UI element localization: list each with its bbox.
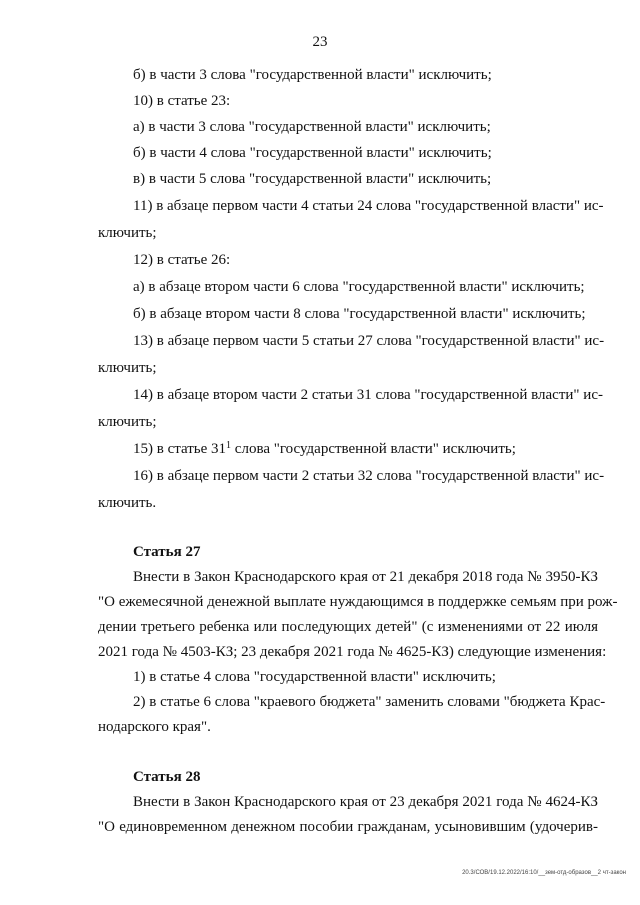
text-line: нодарского края". [98,719,211,735]
superscript: 1 [226,440,232,451]
page-number: 23 [312,34,328,50]
text-line: 2021 года № 4503-КЗ; 23 декабря 2021 года № 4625-КЗ) следующие изменения: [98,644,607,660]
text-line: "О единовременном денежном пособии гражданам, усыновившим (удочерив- [98,819,598,835]
text-line: 13) в абзаце первом части 5 статьи 27 слова "государственной власти" ис- [133,333,605,349]
text-line: в) в части 5 слова "государственной власти" исключить; [133,171,492,187]
text-line: 16) в абзаце первом части 2 статьи 32 слова "государственной власти" ис- [133,468,605,484]
document-footer: 20.3/СОВ/19.12.2022/16:10/__зем-отд-образов__2 чт-закон [462,870,626,876]
text-line [133,440,516,458]
text-line: б) в абзаце втором части 8 слова "государственной власти" исключить; [133,306,586,322]
text-line: 11) в абзаце первом части 4 статьи 24 слова "государственной власти" ис- [133,198,604,214]
text-line: ключить; [98,414,157,430]
article-27-heading: Статья 27 [133,544,201,560]
text-line: "О ежемесячной денежной выплате нуждающимся в поддержке семьям при рож- [98,594,618,610]
text-line: а) в части 3 слова "государственной власти" исключить; [133,119,491,135]
text-line: Внести в Закон Краснодарского края от 23 декабря 2021 года № 4624-КЗ [133,794,598,810]
text-fragment: слова "государственной власти" исключить; [231,441,516,457]
text-line: 12) в статье 26: [133,252,231,268]
text-line: б) в части 3 слова "государственной власти" исключить; [133,67,492,83]
text-line: ключить; [98,225,157,241]
text-fragment: 15) в статье 31 [133,441,227,457]
text-line: а) в абзаце втором части 6 слова "государственной власти" исключить; [133,279,585,295]
text-line: ключить; [98,360,157,376]
text-line: ключить. [98,495,157,511]
text-line: 1) в статье 4 слова "государственной власти" исключить; [133,669,496,685]
text-line: Внести в Закон Краснодарского края от 21 декабря 2018 года № 3950-КЗ [133,569,598,585]
text-line: 10) в статье 23: [133,93,231,109]
article-28-heading: Статья 28 [133,769,201,785]
text-line: 2) в статье 6 слова "краевого бюджета" заменить словами "бюджета Крас- [133,694,606,710]
text-line: б) в части 4 слова "государственной власти" исключить; [133,145,492,161]
text-line: 14) в абзаце втором части 2 статьи 31 слова "государственной власти" ис- [133,387,603,403]
text-line: дении третьего ребенка или последующих детей" (с изменениями от 22 июля [98,619,598,635]
